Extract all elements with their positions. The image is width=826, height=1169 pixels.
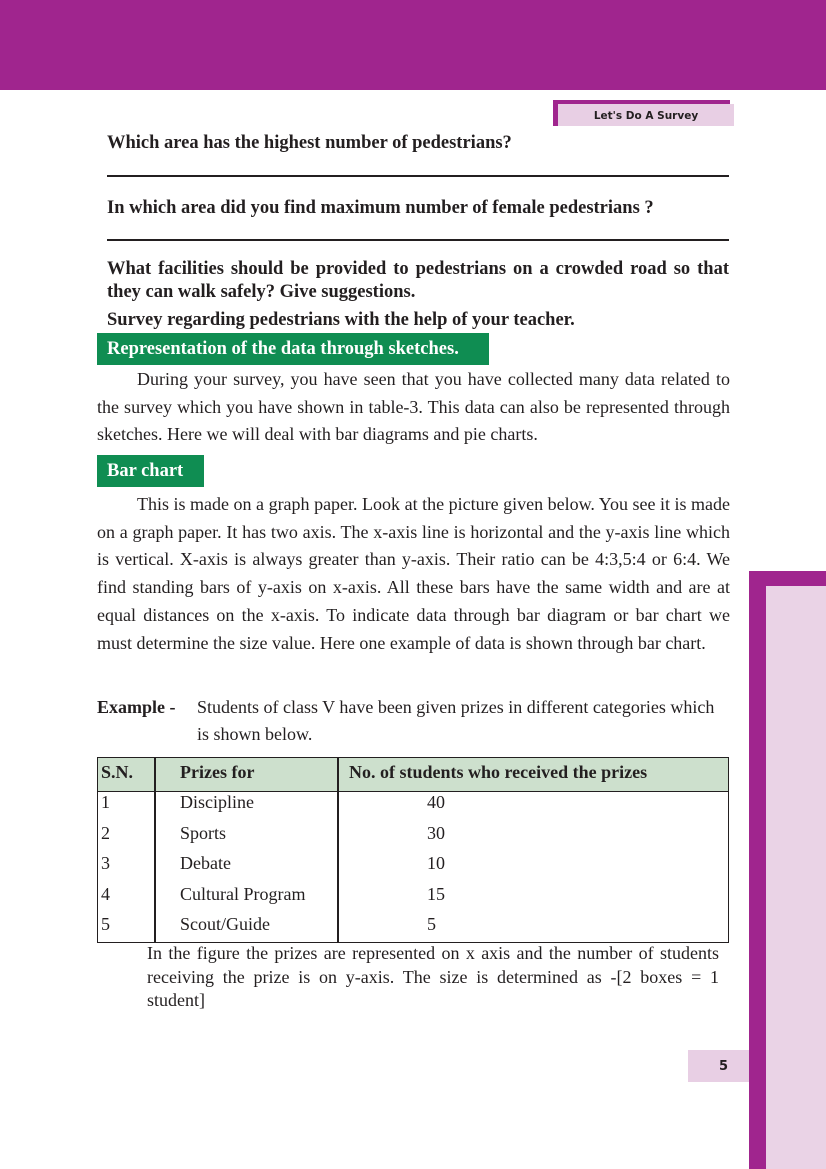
table-header-prizes: Prizes for [180,762,255,782]
section-heading-representation: Representation of the data through sketches. [97,333,489,365]
section-paragraph-bar-chart [97,491,730,657]
table-cell-prize: Debate [180,853,231,873]
table-cell-sn: 3 [101,853,110,873]
table-cell-count: 30 [427,823,445,843]
table-cell-sn: 5 [101,914,110,934]
table-column-divider [154,758,156,942]
prizes-table [97,757,729,943]
table-cell-prize: Scout/Guide [180,914,270,934]
question-3: What facilities should be provided to pedestrians on a crowded road so that they can walk safely? Give suggestions. [107,259,729,302]
figure-caption: In the figure the prizes are represented on x axis and the number of students receiving the prize is on y-axis. The size is determined as -[2 boxes = 1 student] [147,943,719,1010]
example-text: Students of class V have been given prizes in different categories which is shown below. [197,697,715,744]
table-cell-prize: Sports [180,823,227,843]
table-cell-sn: 1 [101,792,110,812]
table-cell-prize: Discipline [180,792,254,812]
table-header-students: No. of students who received the prizes [349,762,648,782]
paragraph-text: During your survey, you have seen that you have collected many data related to the survey which you have shown in table-3. This data can also be represented through sketches. Here we will deal with bar diagrams and pie charts. [97,369,730,445]
table-header-sn: S.N. [101,762,134,782]
paragraph-text: This is made on a graph paper. Look at the picture given below. You see it is made on a graph paper. It has two axis. The x-axis line is horizontal and the y-axis line which is vertical. X-axis is always greater than y-axis. Their ratio can be 4:3,5:4 or 6:4. We find standing bars of y-axis on x-axis. All these bars have the same width and are at equal distances on the x-axis. To indicate data through bar diagram or bar chart we must determine the size value. Here one example of data is shown through bar chart. [97,494,730,653]
table-cell-count: 10 [427,853,445,873]
example-label: Example - [97,697,176,717]
chapter-tag [553,100,734,126]
table-cell-count: 5 [427,914,436,934]
answer-line-1 [107,175,729,177]
section-heading-bar-chart: Bar chart [97,455,204,487]
top-color-band [0,0,826,90]
table-cell-count: 40 [427,792,445,812]
table-cell-sn: 4 [101,884,110,904]
table-column-divider [337,758,339,942]
table-cell-prize: Cultural Program [180,884,306,904]
table-cell-count: 15 [427,884,445,904]
survey-instruction: Survey regarding pedestrians with the help of your teacher. [107,310,575,330]
chapter-tag-label: Let's Do A Survey [558,104,734,126]
question-1: Which area has the highest number of pedestrians? [107,133,512,153]
question-2: In which area did you find maximum number of female pedestrians ? [107,198,654,218]
table-cell-sn: 2 [101,823,110,843]
page-number: 5 [688,1050,749,1082]
right-side-band-inner [766,586,826,1169]
section-paragraph-representation [97,366,730,449]
answer-line-2 [107,239,729,241]
